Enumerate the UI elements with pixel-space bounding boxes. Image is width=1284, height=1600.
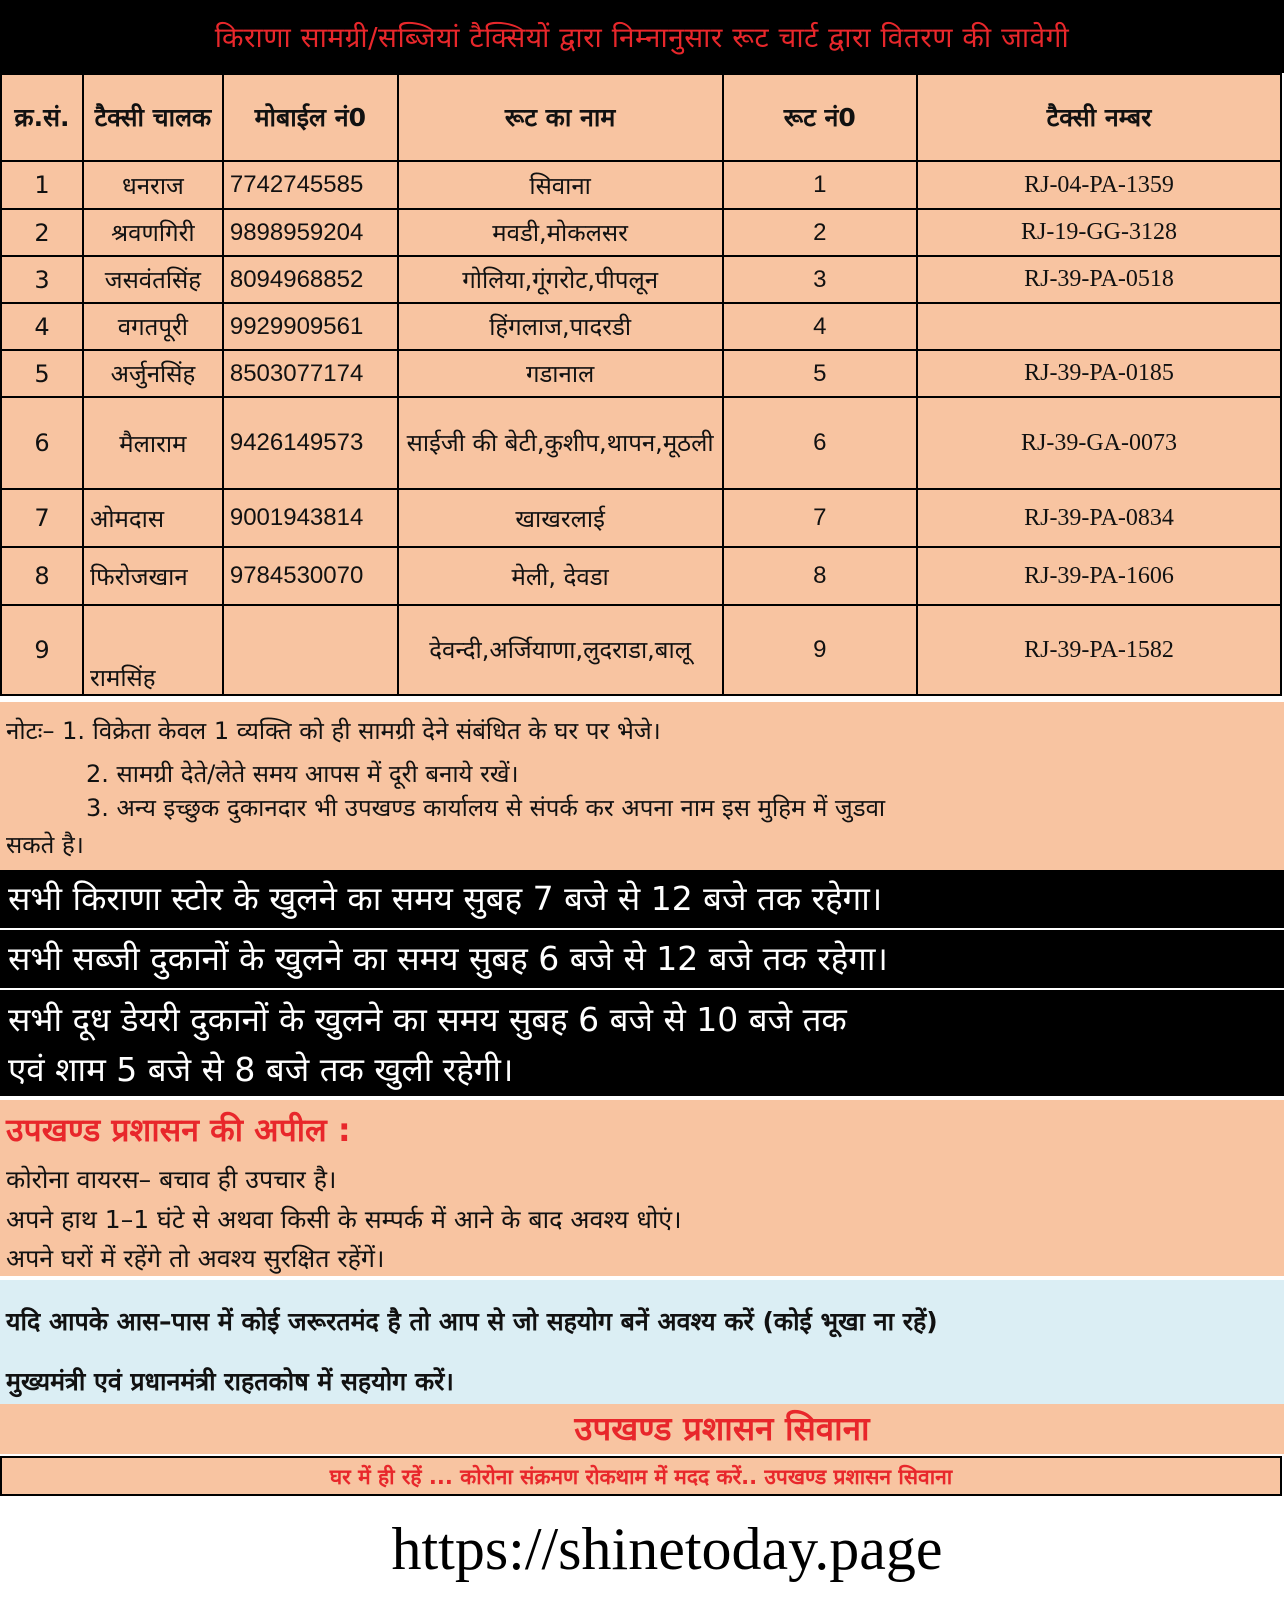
cell-route-no: 8 xyxy=(723,547,917,605)
table-row xyxy=(1,605,1281,695)
cell-taxi: RJ-39-PA-1582 xyxy=(917,605,1281,695)
cell-sn: 6 xyxy=(1,397,83,489)
appeal-title: उपखण्ड प्रशासन की अपील : xyxy=(6,1111,351,1149)
cell-sn: 4 xyxy=(1,303,83,350)
cell-route: गोलिया,गूंगरोट,पीपलून xyxy=(398,256,723,303)
cell-route: हिंगलाज,पादरडी xyxy=(398,303,723,350)
cell-mobile: 8503077174 xyxy=(223,350,398,397)
cell-mobile: 9784530070 xyxy=(223,547,398,605)
cell-driver: अर्जुनसिंह xyxy=(83,350,223,397)
cell-sn: 5 xyxy=(1,350,83,397)
cell-sn: 7 xyxy=(1,489,83,547)
cell-route: मवडी,मोकलसर xyxy=(398,209,723,256)
table-row xyxy=(1,303,1281,350)
cell-route: खाखरलाई xyxy=(398,489,723,547)
cell-mobile: 8094968852 xyxy=(223,256,398,303)
cell-sn: 3 xyxy=(1,256,83,303)
signature: उपखण्ड प्रशासन सिवाना xyxy=(0,1404,1284,1454)
appeal-section xyxy=(0,1100,1284,1276)
route-table xyxy=(0,73,1282,696)
note-line-1: नोटः– 1. विक्रेता केवल 1 व्यक्ति को ही सामग्री देने संबंधित के घर पर भेजे। xyxy=(6,717,661,745)
cell-driver: वगतपूरी xyxy=(83,303,223,350)
cell-taxi: RJ-19-GG-3128 xyxy=(917,209,1281,256)
kirana-timing-bar: सभी किराणा स्टोर के खुलने का समय सुबह 7 बजे से 12 बजे तक रहेगा। xyxy=(0,870,1284,928)
cell-route: सिवाना xyxy=(398,161,723,209)
note-line-2: 2. सामग्री देते/लेते समय आपस में दूरी बनाये रखें। xyxy=(86,760,519,788)
cell-route-no: 5 xyxy=(723,350,917,397)
notes-section xyxy=(0,702,1284,870)
cell-route-no: 4 xyxy=(723,303,917,350)
cell-mobile xyxy=(223,605,398,695)
cell-taxi: RJ-04-PA-1359 xyxy=(917,161,1281,209)
help-line-1: यदि आपके आस–पास में कोई जरूरतमंद है तो आप से जो सहयोग बनें अवश्य करें (कोई भूखा ना रहें) xyxy=(6,1307,938,1336)
cell-taxi: RJ-39-PA-0185 xyxy=(917,350,1281,397)
cell-taxi: RJ-39-GA-0073 xyxy=(917,397,1281,489)
cell-route-no: 3 xyxy=(723,256,917,303)
col-sn: क्र.सं. xyxy=(1,74,83,161)
cell-route: देवन्दी,अर्जियाणा,लुदराडा,बालू xyxy=(398,605,723,695)
dairy-timing-bar xyxy=(0,990,1284,1096)
cell-driver: जसवंतसिंह xyxy=(83,256,223,303)
cell-sn: 2 xyxy=(1,209,83,256)
col-driver: टैक्सी चालक xyxy=(83,74,223,161)
dairy-line-1: सभी दूध डेयरी दुकानों के खुलने का समय सुबह 6 बजे से 10 बजे तक xyxy=(8,1000,847,1039)
cell-mobile: 9929909561 xyxy=(223,303,398,350)
cell-mobile: 9426149573 xyxy=(223,397,398,489)
cell-taxi: RJ-39-PA-1606 xyxy=(917,547,1281,605)
cell-driver: ओमदास xyxy=(83,489,223,547)
table-row xyxy=(1,397,1281,489)
cell-driver: मैलाराम xyxy=(83,397,223,489)
cell-route: गडानाल xyxy=(398,350,723,397)
table-row xyxy=(1,256,1281,303)
cell-route-no: 7 xyxy=(723,489,917,547)
sabji-timing-bar: सभी सब्जी दुकानों के खुलने का समय सुबह 6 बजे से 12 बजे तक रहेगा। xyxy=(0,930,1284,988)
cell-route-no: 2 xyxy=(723,209,917,256)
note-line-3: 3. अन्य इच्छुक दुकानदार भी उपखण्ड कार्यालय से संपर्क कर अपना नाम इस मुहिम में जुडवा xyxy=(86,794,886,822)
header-title: किराणा सामग्री/सब्जियां टैक्सियों द्वारा निम्नानुसार रूट चार्ट द्वारा वितरण की जावेगी xyxy=(0,0,1284,73)
footer-line: घर में ही रहें ... कोरोना संक्रमण रोकथाम में मदद करें.. उपखण्ड प्रशासन सिवाना xyxy=(0,1456,1282,1496)
cell-route: मेली, देवडा xyxy=(398,547,723,605)
cell-route-no: 1 xyxy=(723,161,917,209)
table-row xyxy=(1,489,1281,547)
note-line-4: सकते है। xyxy=(6,831,84,859)
col-mobile: मोबाईल नं0 xyxy=(223,74,398,161)
cell-mobile: 7742745585 xyxy=(223,161,398,209)
cell-taxi xyxy=(917,303,1281,350)
appeal-line-3: अपने घरों में रहेंगे तो अवश्य सुरक्षित रहेंगें। xyxy=(6,1244,385,1273)
cell-route: साईजी की बेटी,कुशीप,थापन,मूठली xyxy=(398,397,723,489)
site-url: https://shinetoday.page xyxy=(391,1516,943,1582)
cell-mobile: 9001943814 xyxy=(223,489,398,547)
col-taxi: टैक्सी नम्बर xyxy=(917,74,1281,161)
table-header-row xyxy=(1,74,1281,161)
dairy-line-2: एवं शाम 5 बजे से 8 बजे तक खुली रहेगी। xyxy=(8,1050,514,1089)
cell-sn: 1 xyxy=(1,161,83,209)
cell-driver: रामसिंह xyxy=(83,605,223,695)
appeal-line-1: कोरोना वायरस– बचाव ही उपचार है। xyxy=(6,1165,337,1194)
table-row xyxy=(1,547,1281,605)
cell-route-no: 9 xyxy=(723,605,917,695)
table-row xyxy=(1,350,1281,397)
cell-taxi: RJ-39-PA-0518 xyxy=(917,256,1281,303)
col-route: रूट का नाम xyxy=(398,74,723,161)
cell-route-no: 6 xyxy=(723,397,917,489)
help-section xyxy=(0,1280,1284,1404)
cell-driver: श्रवणगिरी xyxy=(83,209,223,256)
cell-driver: फिरोजखान xyxy=(83,547,223,605)
cell-sn: 9 xyxy=(1,605,83,695)
col-route-no: रूट नं0 xyxy=(723,74,917,161)
cell-sn: 8 xyxy=(1,547,83,605)
cell-mobile: 9898959204 xyxy=(223,209,398,256)
table-row xyxy=(1,209,1281,256)
cell-taxi: RJ-39-PA-0834 xyxy=(917,489,1281,547)
appeal-line-2: अपने हाथ 1–1 घंटे से अथवा किसी के सम्पर्क में आने के बाद अवश्य धोएं। xyxy=(6,1205,682,1234)
cell-driver: धनराज xyxy=(83,161,223,209)
help-line-2: मुख्यमंत्री एवं प्रधानमंत्री राहतकोष में सहयोग करें। xyxy=(6,1367,454,1396)
table-row xyxy=(1,161,1281,209)
